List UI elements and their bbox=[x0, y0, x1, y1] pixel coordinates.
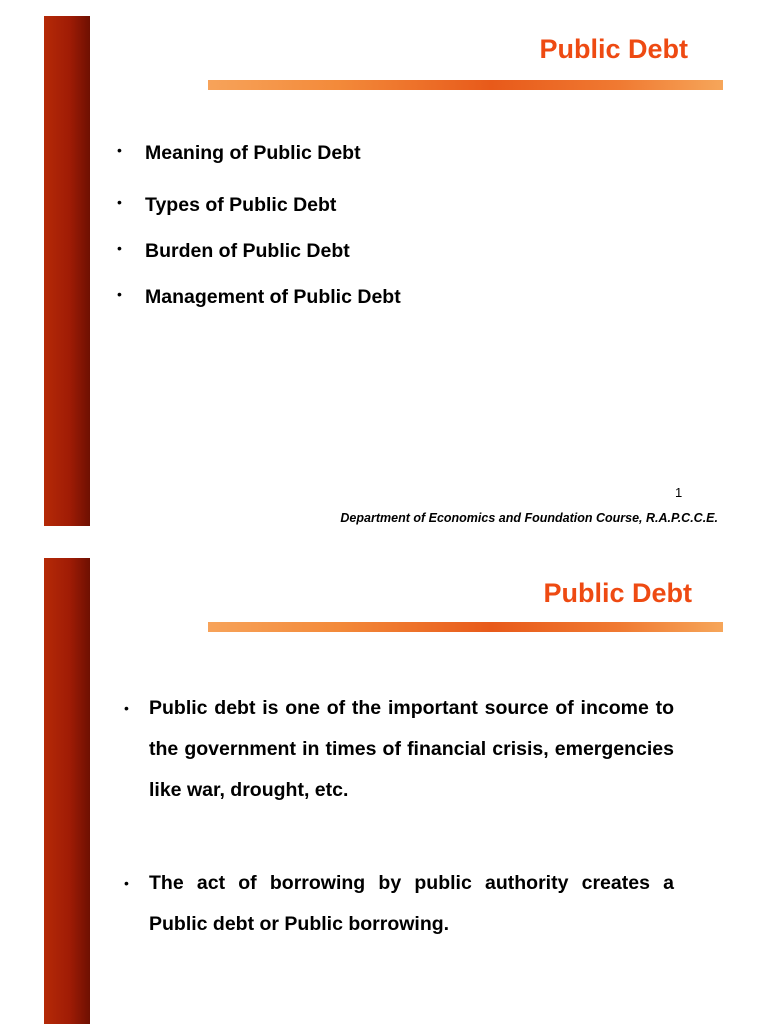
bullet-text: Types of Public Debt bbox=[145, 194, 337, 216]
list-item bbox=[117, 194, 401, 240]
slide-2 bbox=[0, 540, 768, 1024]
bullet-text: Burden of Public Debt bbox=[145, 240, 350, 262]
bullet-icon: • bbox=[117, 194, 122, 210]
list-item bbox=[124, 863, 674, 945]
bullet-text: Public debt is one of the important source of income to the government in times of financial crisis, emergencies like war, drought, etc. bbox=[149, 697, 674, 801]
bullet-text: Meaning of Public Debt bbox=[145, 142, 361, 164]
slide-footer: Department of Economics and Foundation Course, R.A.P.C.C.E. bbox=[340, 511, 718, 525]
bullet-icon: • bbox=[124, 875, 129, 891]
bullet-text: Management of Public Debt bbox=[145, 286, 401, 308]
list-item bbox=[124, 688, 674, 811]
bullet-text: The act of borrowing by public authority creates a Public debt or Public borrowing. bbox=[149, 872, 674, 935]
bullet-icon: • bbox=[117, 142, 122, 158]
bullet-icon: • bbox=[124, 700, 129, 716]
bullet-icon: • bbox=[117, 286, 122, 302]
slide-title: Public Debt bbox=[539, 34, 688, 64]
title-underline bbox=[208, 80, 723, 90]
slide-side-bar bbox=[44, 558, 90, 1024]
list-item bbox=[117, 142, 401, 194]
bullet-list bbox=[124, 688, 674, 945]
page-number: 1 bbox=[675, 485, 683, 500]
bullet-list bbox=[117, 142, 401, 309]
bullet-icon: • bbox=[117, 240, 122, 256]
title-underline bbox=[208, 622, 723, 632]
list-item bbox=[117, 286, 401, 309]
slide-side-bar bbox=[44, 16, 90, 526]
slide-title: Public Debt bbox=[543, 578, 692, 608]
list-item bbox=[117, 240, 401, 286]
